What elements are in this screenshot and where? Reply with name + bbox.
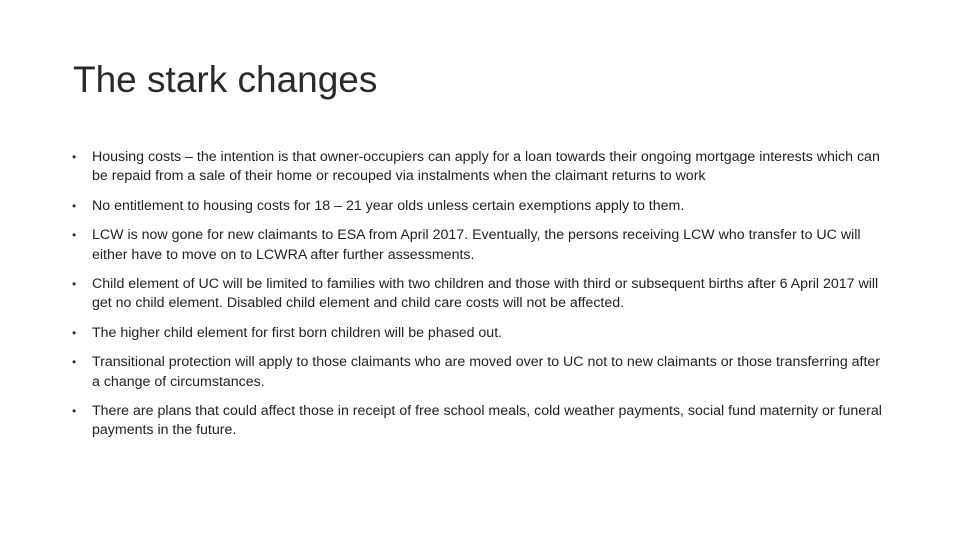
bullet-item-child-element [72,275,884,314]
bullet-icon: • [72,355,77,370]
bullet-item-lcw [72,226,884,265]
bullet-item-future-plans [72,402,884,441]
bullet-icon: • [72,325,77,340]
bullet-item-no-entitlement [72,197,884,216]
bullet-text: Child element of UC will be limited to families with two children and those with third or subsequent births after 6 April 2017 will get no child element. Disabled child element and child care costs will not be affected. [92,276,879,312]
bullet-icon: • [72,404,77,419]
bullet-item-transitional-protection [72,353,884,392]
bullet-list [72,148,884,451]
bullet-icon: • [72,198,77,213]
bullet-icon: • [72,277,77,292]
bullet-text: The higher child element for first born children will be phased out. [92,324,503,341]
bullet-item-housing-costs [72,148,884,187]
bullet-text: LCW is now gone for new claimants to ESA from April 2017. Eventually, the persons receiving LCW who transfer to UC will either have to move on to LCWRA after further assessments. [92,227,861,263]
bullet-text: Transitional protection will apply to those claimants who are moved over to UC not to new claimants or those transferring after a change of circumstances. [92,354,881,390]
bullet-text: No entitlement to housing costs for 18 – 21 year olds unless certain exemptions apply to them. [92,197,685,214]
bullet-text: Housing costs – the intention is that owner-occupiers can apply for a loan towards their ongoing mortgage interests which can be repaid from a sale of their home or recouped via instalments when the claimant returns to work [92,149,880,185]
slide-title: The stark changes [73,59,378,100]
bullet-icon: • [72,150,77,164]
bullet-icon: • [72,228,77,243]
bullet-text: There are plans that could affect those in receipt of free school meals, cold weather payments, social fund maternity or funeral payments in the future. [92,403,882,439]
bullet-item-first-born [72,324,884,343]
